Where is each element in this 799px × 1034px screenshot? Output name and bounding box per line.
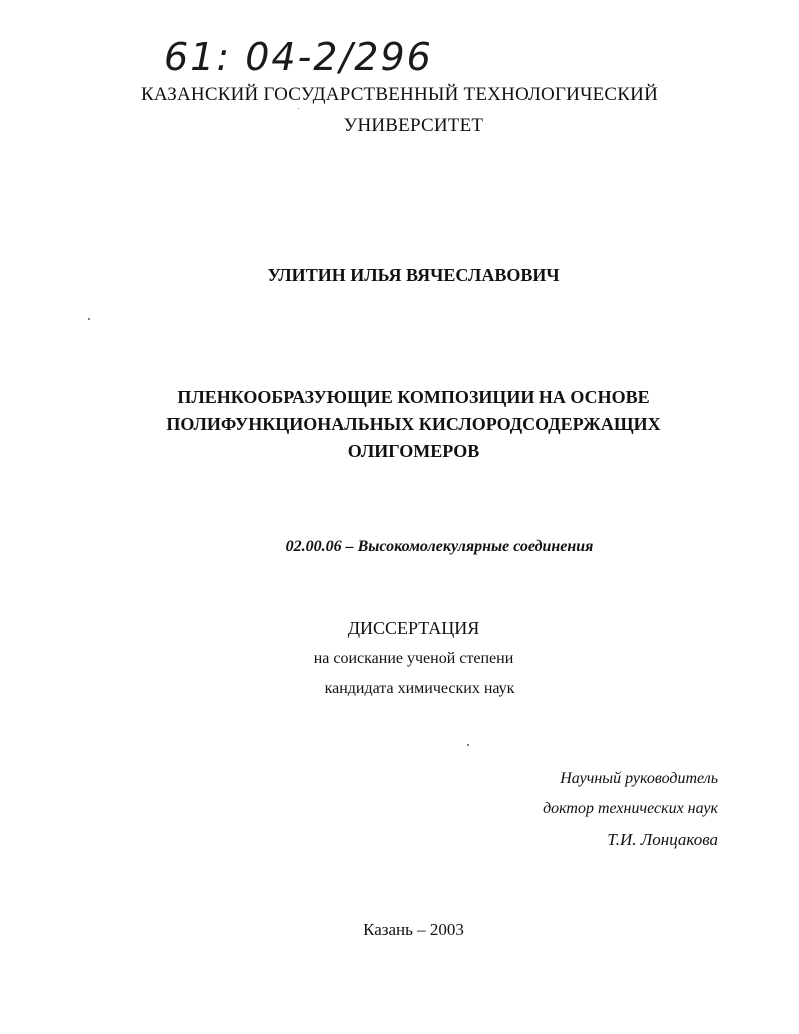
specialty-code: 02.00.06 – Высокомолекулярные соединения — [285, 538, 594, 555]
scan-speck — [88, 318, 90, 320]
thesis-title-line1: ПЛЕНКООБРАЗУЮЩИЕ КОМПОЗИЦИИ НА ОСНОВЕ — [177, 387, 650, 407]
thesis-title-line3: ОЛИГОМЕРОВ — [347, 441, 480, 461]
supervisor-degree: доктор технических наук — [543, 800, 718, 817]
scan-speck — [298, 108, 299, 109]
supervisor-role: Научный руководитель — [560, 770, 718, 787]
supervisor-name: Т.И. Лонцакова — [607, 830, 718, 849]
author-name: УЛИТИН ИЛЬЯ ВЯЧЕСЛАВОВИЧ — [267, 265, 560, 285]
university-name-line2: УНИВЕРСИТЕТ — [343, 115, 484, 136]
scan-speck — [467, 744, 469, 746]
thesis-title — [14, 384, 799, 465]
handwritten-catalog-text: 61: 04-2/296 — [164, 35, 433, 79]
handwritten-catalog-number — [160, 8, 440, 88]
university-name-line1: КАЗАНСКИЙ ГОСУДАРСТВЕННЫЙ ТЕХНОЛОГИЧЕСКИЙ — [140, 84, 659, 105]
thesis-title-line2: ПОЛИФУНКЦИОНАЛЬНЫХ КИСЛОРОДСОДЕРЖАЩИХ — [166, 414, 661, 434]
degree-line1: на соискание ученой степени — [313, 650, 514, 667]
dissertation-heading: ДИССЕРТАЦИЯ — [347, 618, 480, 638]
degree-line2: кандидата химических наук — [324, 680, 515, 697]
city-year: Казань – 2003 — [363, 920, 464, 939]
